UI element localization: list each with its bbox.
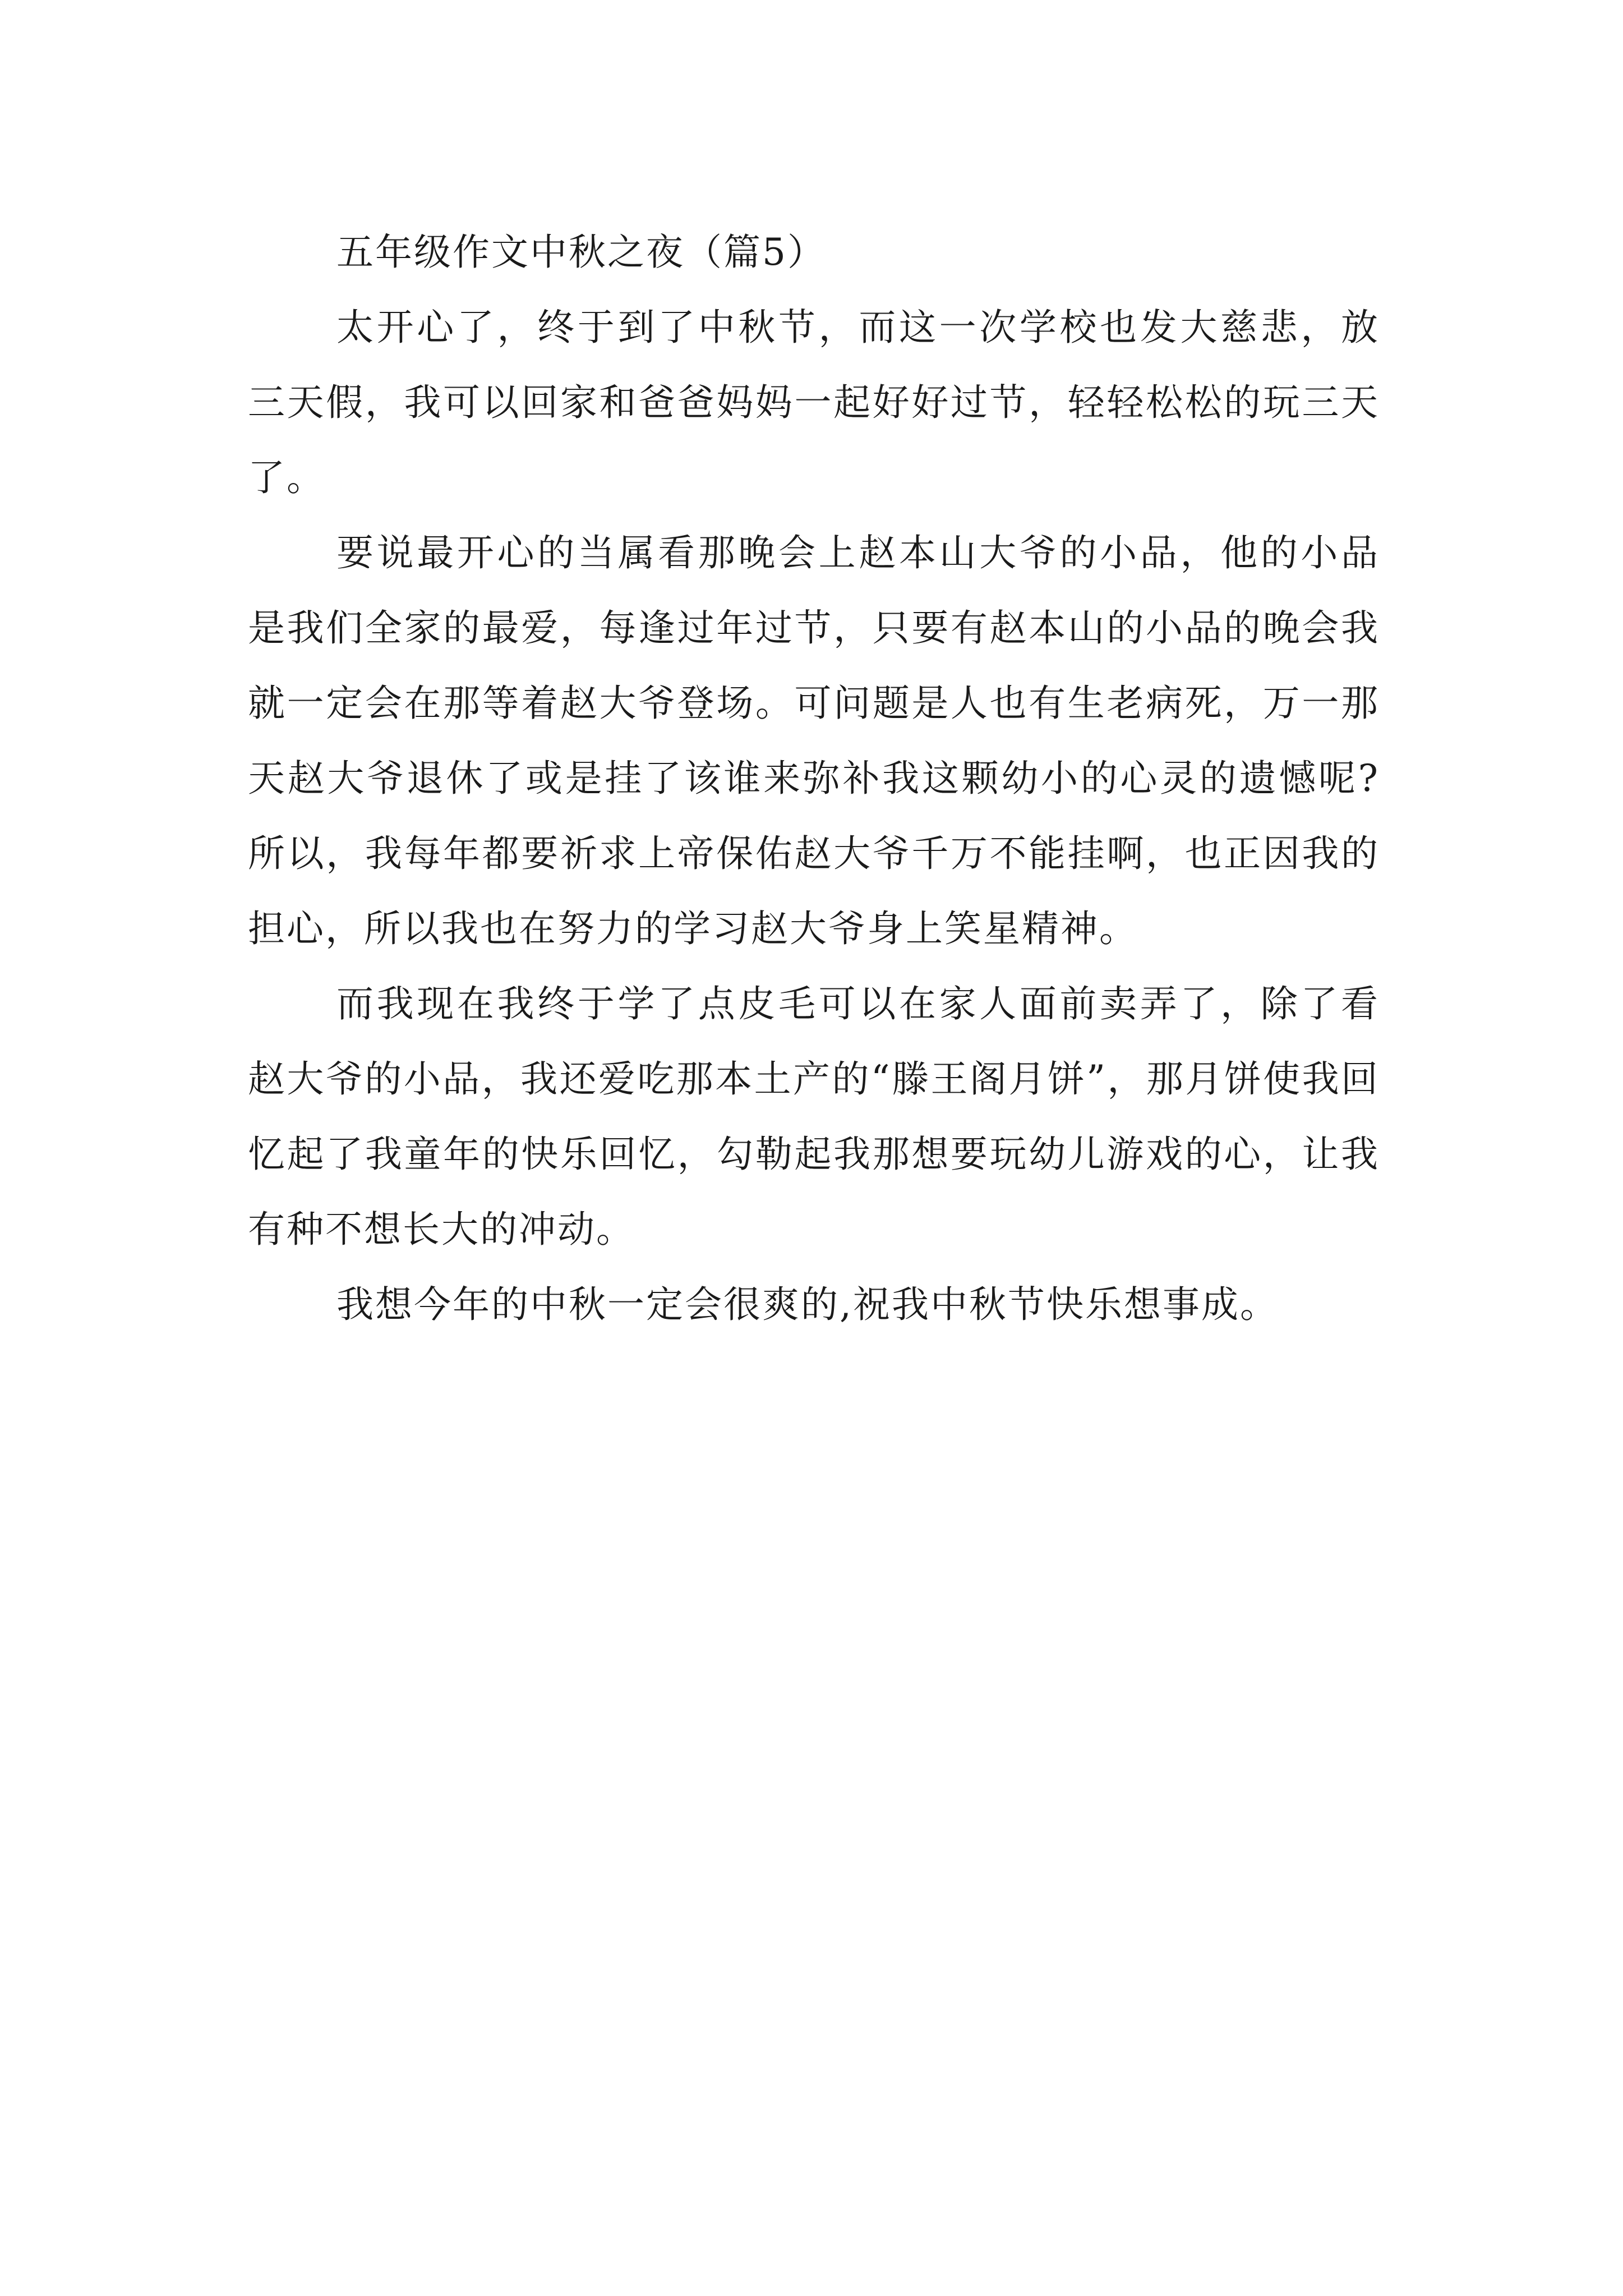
paragraph-4: 我想今年的中秋一定会很爽的,祝我中秋节快乐想事成。 <box>336 1283 1279 1326</box>
paragraph-1: 太开心了，终于到了中秋节，而这一次学校也发大慈悲，放三天假，我可以回家和爸爸妈妈一起好好过节，轻轻松松的玩三天了。 <box>248 306 1380 499</box>
document-body <box>248 215 1380 1342</box>
document-title: 五年级作文中秋之夜（篇5） <box>336 231 826 274</box>
paragraph-2: 要说最开心的当属看那晚会上赵本山大爷的小品，他的小品是我们全家的最爱，每逢过年过节，只要有赵本山的小品的晚会我就一定会在那等着赵大爷登场。可问题是人也有生老病死，万一那天赵大爷退休了或是挂了该谁来弥补我这颗幼小的心灵的遗憾呢?所以，我每年都要祈求上帝保佑赵大爷千万不能挂啊，也正因我的担心，所以我也在努力的学习赵大爷身上笑星精神。 <box>248 531 1380 950</box>
paragraph-3: 而我现在我终于学了点皮毛可以在家人面前卖弄了，除了看赵大爷的小品，我还爱吃那本土产的“滕王阁月饼”，那月饼使我回忆起了我童年的快乐回忆，勾勒起我那想要玩幼儿游戏的心，让我有种不想长大的冲动。 <box>248 982 1380 1251</box>
